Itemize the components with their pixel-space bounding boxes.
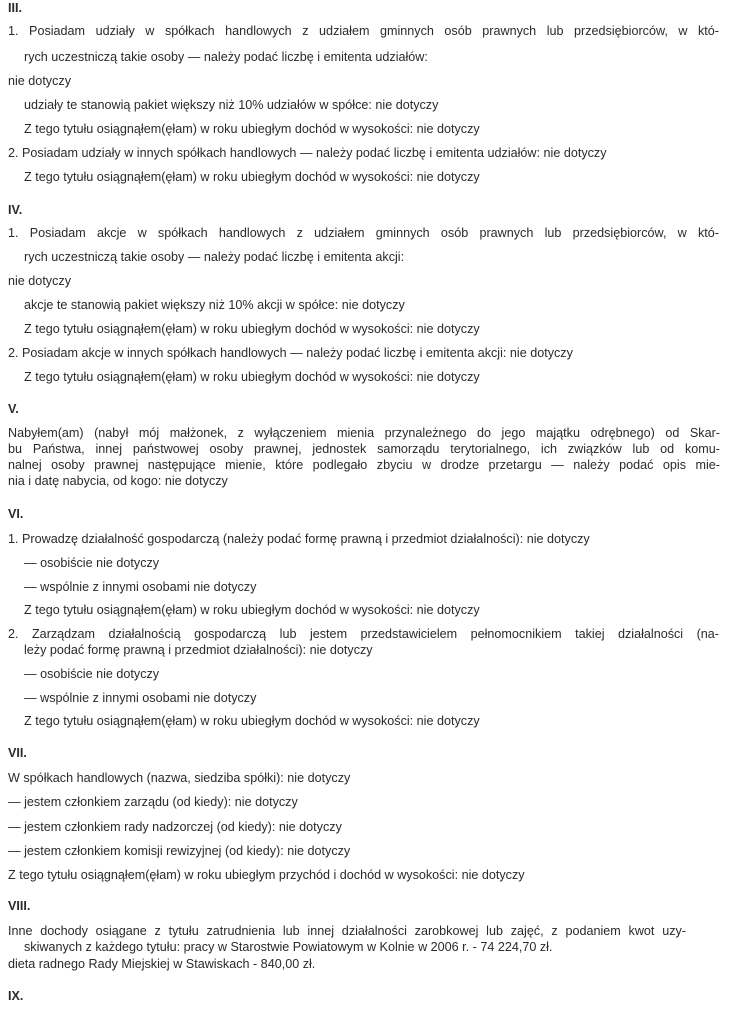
section-heading-IX: IX. — [8, 989, 24, 1003]
section-heading-IV: IV. — [8, 203, 23, 217]
section-III-item-2: 2. Posiadam udziały w innych spółkach handlowych — należy podać liczbę i emitenta udziałów: nie dotyczy — [8, 146, 607, 160]
section-V-paragraph-line-3: nalnej osoby prawnej następujące mienie, które podlegało zbyciu w drodze przetargu — należy podać opis mie- — [8, 458, 720, 472]
section-VI-item-2-personal: — osobiście nie dotyczy — [24, 667, 160, 681]
section-VI-income-line-1: Z tego tytułu osiągnąłem(ęłam) w roku ubiegłym dochód w wysokości: nie dotyczy — [24, 603, 480, 617]
section-VII-supervisory-board: — jestem członkiem rady nadzorczej (od kiedy): nie dotyczy — [8, 820, 342, 834]
section-VIII-paragraph-line-3: dieta radnego Rady Miejskiej w Stawiskach - 840,00 zł. — [8, 957, 316, 971]
section-IV-item-1-line-b: rych uczestniczą takie osoby — należy podać liczbę i emitenta akcji: — [24, 250, 405, 264]
section-VIII-paragraph-line-1: Inne dochody osiągane z tytułu zatrudnienia lub innej działalności zarobkowej lub zajęć, z podaniem kwot uzy- — [8, 924, 686, 938]
section-V-paragraph-line-2: bu Państwa, innej państwowej osoby prawnej, jednostek samorządu terytorialnego, ich związków lub od komu- — [8, 442, 720, 456]
section-heading-VI: VI. — [8, 507, 24, 521]
section-VII-companies: W spółkach handlowych (nazwa, siedziba spółki): nie dotyczy — [8, 771, 351, 785]
section-heading-VII: VII. — [8, 746, 27, 760]
section-III-item-1-line-a: 1. Posiadam udziały w spółkach handlowych z udziałem gminnych osób prawnych lub przedsiębiorców, w któ- — [8, 24, 719, 38]
section-III-stake-line: udziały te stanowią pakiet większy niż 10% udziałów w spółce: nie dotyczy — [24, 98, 439, 112]
section-VI-item-2-jointly: — wspólnie z innymi osobami nie dotyczy — [24, 691, 257, 705]
section-IV-item-1-line-a: 1. Posiadam akcje w spółkach handlowych z udziałem gminnych osób prawnych lub przedsiębiorców, w któ- — [8, 226, 719, 240]
section-IV-income-line-2: Z tego tytułu osiągnąłem(ęłam) w roku ubiegłym dochód w wysokości: nie dotyczy — [24, 370, 480, 384]
section-heading-III: III. — [8, 1, 22, 15]
section-heading-V: V. — [8, 402, 19, 416]
section-V-paragraph-line-4: nia i datę nabycia, od kogo: nie dotyczy — [8, 474, 228, 488]
section-IV-stake-line: akcje te stanowią pakiet większy niż 10% akcji w spółce: nie dotyczy — [24, 298, 405, 312]
section-VIII-paragraph-line-2: skiwanych z każdego tytułu: pracy w Starostwie Powiatowym w Kolnie w 2006 r. - 74 224,70 zł. — [24, 940, 553, 954]
section-VI-income-line-2: Z tego tytułu osiągnąłem(ęłam) w roku ubiegłym dochód w wysokości: nie dotyczy — [24, 714, 480, 728]
section-IV-item-1-answer: nie dotyczy — [8, 274, 71, 288]
section-IV-item-2: 2. Posiadam akcje w innych spółkach handlowych — należy podać liczbę i emitenta akcji: nie dotyczy — [8, 346, 573, 360]
section-V-paragraph-line-1: Nabyłem(am) (nabył mój małżonek, z wyłączeniem mienia przynależnego do jego majątku odrębnego) od Skar- — [8, 426, 720, 440]
section-VII-income-line: Z tego tytułu osiągnąłem(ęłam) w roku ubiegłym przychód i dochód w wysokości: nie dotyczy — [8, 868, 525, 882]
section-VI-item-1-jointly: — wspólnie z innymi osobami nie dotyczy — [24, 580, 257, 594]
section-VII-audit-committee: — jestem członkiem komisji rewizyjnej (od kiedy): nie dotyczy — [8, 844, 351, 858]
section-III-income-line-2: Z tego tytułu osiągnąłem(ęłam) w roku ubiegłym dochód w wysokości: nie dotyczy — [24, 170, 480, 184]
section-VI-item-1: 1. Prowadzę działalność gospodarczą (należy podać formę prawną i przedmiot działalności): nie dotyczy — [8, 532, 590, 546]
section-III-item-1-line-b: rych uczestniczą takie osoby — należy podać liczbę i emitenta udziałów: — [24, 50, 428, 64]
section-IV-income-line-1: Z tego tytułu osiągnąłem(ęłam) w roku ubiegłym dochód w wysokości: nie dotyczy — [24, 322, 480, 336]
section-VI-item-2-line-b: leży podać formę prawną i przedmiot działalności): nie dotyczy — [24, 643, 373, 657]
section-VI-item-1-personal: — osobiście nie dotyczy — [24, 556, 160, 570]
section-VII-board-member: — jestem członkiem zarządu (od kiedy): nie dotyczy — [8, 795, 298, 809]
section-VI-item-2-line-a: 2. Zarządzam działalnością gospodarczą lub jestem przedstawicielem pełnomocnikiem takiej działalności (na- — [8, 627, 719, 641]
section-heading-VIII: VIII. — [8, 899, 31, 913]
section-III-income-line-1: Z tego tytułu osiągnąłem(ęłam) w roku ubiegłym dochód w wysokości: nie dotyczy — [24, 122, 480, 136]
section-III-item-1-answer: nie dotyczy — [8, 74, 71, 88]
